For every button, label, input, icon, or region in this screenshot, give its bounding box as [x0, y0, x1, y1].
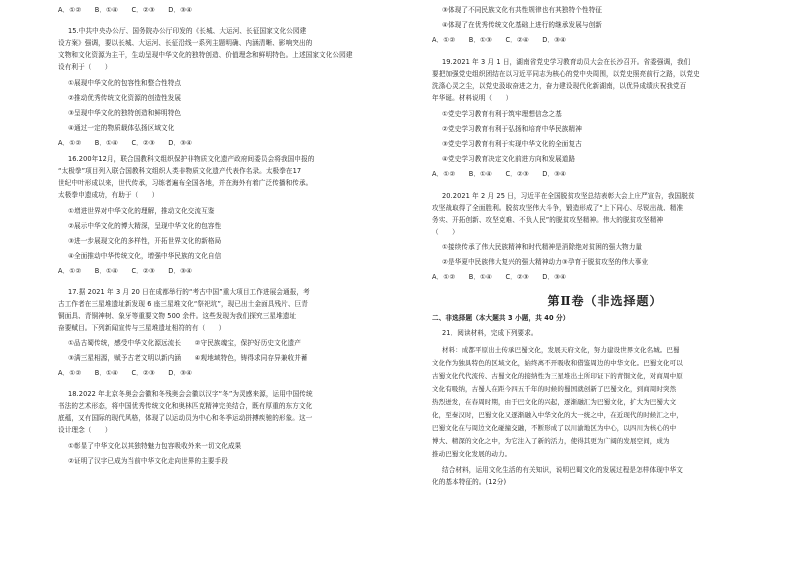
left-text-line: 文物和文化资源为主干，生动呈现中华文化的独特创造、价值理念和鲜明特色。上述国家文化公园建 — [58, 51, 353, 59]
right-text-line: 热烈迸发，在春周时期，由于巴文化的兴起，逐渐融汇为巴蜀文化，扩大为巴蜀大文 — [432, 398, 677, 406]
right-text-line: 结合材料，运用文化生活的有关知识，说明巴蜀文化的发展过程是怎样体现中华文 — [442, 466, 683, 474]
left-text-line: 世纪中叶形成以来，世代传承，习练者遍布全国各地，并在海外有着广泛传播和传承。 — [58, 179, 313, 187]
right-text-line: 19.2021 年 3 月 1 日，湖南省党史学习教育动员大会在长沙召开。省委强调，我们 — [442, 58, 691, 66]
right-text-line: ③体现了不同民族文化有共性规律也有其独特个性特征 — [442, 6, 602, 14]
right-text-line: A．①② B．①④ C．②③ D．③④ — [432, 273, 567, 281]
left-text-line: 设计理念（ ） — [58, 426, 112, 434]
left-text-line: A．①② B．①④ C．②③ D．③④ — [58, 369, 193, 377]
left-text-line: ①品古蜀传统，感受中华文化源远流长 ②守民族魂宝，保护好历史文化遗产 — [68, 339, 301, 347]
left-text-line: A．①② B．①④ C．②③ D．③④ — [58, 267, 193, 275]
right-text-line: 要把加强党史组织团结在以习近平同志为核心的党中央周围，以党史照亮前行之路，以党史 — [432, 70, 700, 78]
left-text-line: 书法的艺术形态，将中国优秀传统文化和奥林匹克精神完美结合，既有厚重的东方文化 — [58, 402, 313, 410]
right-text-line: 文化作为独具特色的区域文化，始终离不开吸收和借鉴周边的中华文化。巴蜀文化可以 — [432, 359, 683, 367]
left-text-line: 设有利于（ ） — [58, 63, 112, 71]
left-text-line: 铜面具、青铜神树、象牙等重要文物 500 余件。这些发现为我们探究三星堆遗址 — [58, 312, 297, 320]
right-text-line: 年华诞。材料说明（ ） — [432, 94, 513, 102]
left-text-line: ①展现中华文化的包容性和整合性特点 — [68, 79, 182, 87]
right-text-line: A．①② B．①③ C．②④ D．③④ — [432, 36, 567, 44]
right-text-line: ①接续传承了伟大民族精神和时代精神是消除绝对贫困的强大物力量 — [442, 243, 643, 251]
left-text-line: 17.据 2021 年 3 月 20 日在成都举行的“考古中国”重大项目工作进展会通报，考 — [68, 288, 310, 296]
left-text-line: ③呈现中华文化的独特创造和鲜明特色 — [68, 109, 182, 117]
left-text-line: “太极拳”项目列入联合国教科文组织人类非物质文化遗产代表作名录。太极拳在17 — [58, 167, 302, 175]
left-text-line: ②证明了汉字已成为当前中华文化走向世界的主要手段 — [68, 457, 228, 465]
right-text-line: 博大、精深的文化之中，为它注入了新的活力，使得其更为广阔的发展空间，成为 — [432, 437, 670, 445]
left-text-line: ①增进世界对中华文化的理解，推动文化交流互鉴 — [68, 207, 215, 215]
right-text-line: ③党史学习教育有利于实现中华文化的全面复古 — [442, 140, 582, 148]
right-text-line: 古蜀文化代代流传、古蜀文化的接纳性为三星堆出土所印证下的青铜文化，对商周中原 — [432, 372, 683, 380]
right-text-line: 攻坚战取得了全面胜利。脱贫攻坚伟大斗争，锻造形成了“上下同心、尽锐出战、精准 — [432, 204, 684, 212]
right-text-line: 推动巴蜀文化发展的动力。 — [432, 450, 512, 458]
right-text-line: 21．阅读材料，完成下列要求。 — [442, 329, 538, 337]
left-text-line: 太极拳申遗成功，有助于（ ） — [58, 191, 159, 199]
left-text-line: ③满三星相源，赋予古老文明以新内涵 ④观地域特色，铸得求同存异兼收并蓄 — [68, 354, 308, 362]
left-text-line: ③进一步展现文化的多样性，开拓世界文化的新格局 — [68, 237, 222, 245]
left-text-line: 18.2022 年北京冬奥会会徽和冬残奥会会徽以汉字“冬”为灵感来源，运用中国传统 — [68, 390, 313, 398]
left-text-line: ④全面推动中华传统文化，增强中华民族的文化自信 — [68, 252, 222, 260]
left-text-line: 15.中共中央办公厅、国务院办公厅印发的《长城、大运河、长征国家文化公园建 — [68, 27, 307, 35]
right-text-line: 材料：成都平原出土传承巴蜀文化，发展天府文化，努力建设世界文化名城。巴蜀 — [442, 346, 680, 354]
left-text-line: A．①② B．①④ C．②③ D．③④ — [58, 139, 193, 147]
right-text-line: 洗涤心灵之尘，以党史汲取奋进之力，奋力建设现代化新湖南，以优异成绩庆祝我党百 — [432, 82, 687, 90]
right-text-line: A．①② B．①④ C．②③ D．③④ — [432, 170, 567, 178]
right-text-line: 化的基本特征的。(12分) — [432, 478, 507, 486]
left-text-line: 奋要赋目。下列新闻宣传与三星堆遗址相符的有（ ） — [58, 324, 226, 332]
right-text-line: ①党史学习教育有利于筑牢理想信念之基 — [442, 110, 562, 118]
right-text-line: ④体现了在优秀传统文化基础上进行的继承发展与创新 — [442, 21, 602, 29]
right-text-line: ④党史学习教育决定文化前进方向和发展道路 — [442, 155, 576, 163]
left-text-line: ①彰显了中华文化以其独特魅力包容吸收外来一切文化成果 — [68, 442, 242, 450]
section-title: 第Ⅱ卷（非选择题） — [547, 294, 663, 308]
left-text-line: ②展示中华文化的博大精深，呈现中华文化的包容性 — [68, 222, 222, 230]
left-text-line: 16.200年12月，联合国教科文组织保护非物质文化遗产政府间委员会将我国申报的 — [68, 155, 315, 163]
right-text-line: ②党史学习教育有利于弘扬和培育中华民族精神 — [442, 125, 582, 133]
left-text-line: ②推动优秀传统文化资源的创造性发展 — [68, 94, 182, 102]
right-text-line: 务实、开拓创新、攻坚克难、不负人民”的脱贫攻坚精神。伟大的脱贫攻坚精神 — [432, 216, 664, 224]
right-text-line: 文化有吸纳，古蜀人在距今四五千年的时候的蜀国就创新了巴蜀文化，到商周时突然 — [432, 385, 677, 393]
right-text-line: 20.2021 年 2 月 25 日，习近平在全国脱贫攻坚总结表彰大会上庄严宣告，我国脱贫 — [442, 192, 695, 200]
right-text-line: 巴蜀文化在与周边文化碰撞交融，不断形成了以川渝地区为中心，以四川为核心的中 — [432, 424, 677, 432]
left-text-line: A．①② B．①④ C．②③ D．③④ — [58, 6, 193, 14]
right-text-line: ②是华夏中民族伟大复兴的强大精神动力③孕育于脱贫攻坚的伟大事业 — [442, 258, 649, 266]
left-text-line: 底蕴，又有国际的现代风格，体现了以运动员为中心和冬季运动拼搏疾驰的形象。这一 — [58, 414, 313, 422]
right-text-line: 化，至秦汉时，巴蜀文化又逐渐融入中华文化的大一统之中，在近现代的时候汇之中， — [432, 411, 683, 419]
left-text-line: 古工作者在三星堆遗址新发现 6 座三星堆文化“祭祀坑”，现已出土金面具残片、巨青 — [58, 300, 308, 308]
left-text-line: ④通过一定的物质载体弘扬区域文化 — [68, 124, 175, 132]
right-text-line: （ ） — [432, 228, 459, 236]
right-text-line: 二、非选择题（本大题共 3 小题，共 40 分） — [432, 314, 570, 322]
left-text-line: 设方案》强调，要以长城、大运河、长征沿线一系列主题明确、内涵清晰、影响突出的 — [58, 39, 313, 47]
